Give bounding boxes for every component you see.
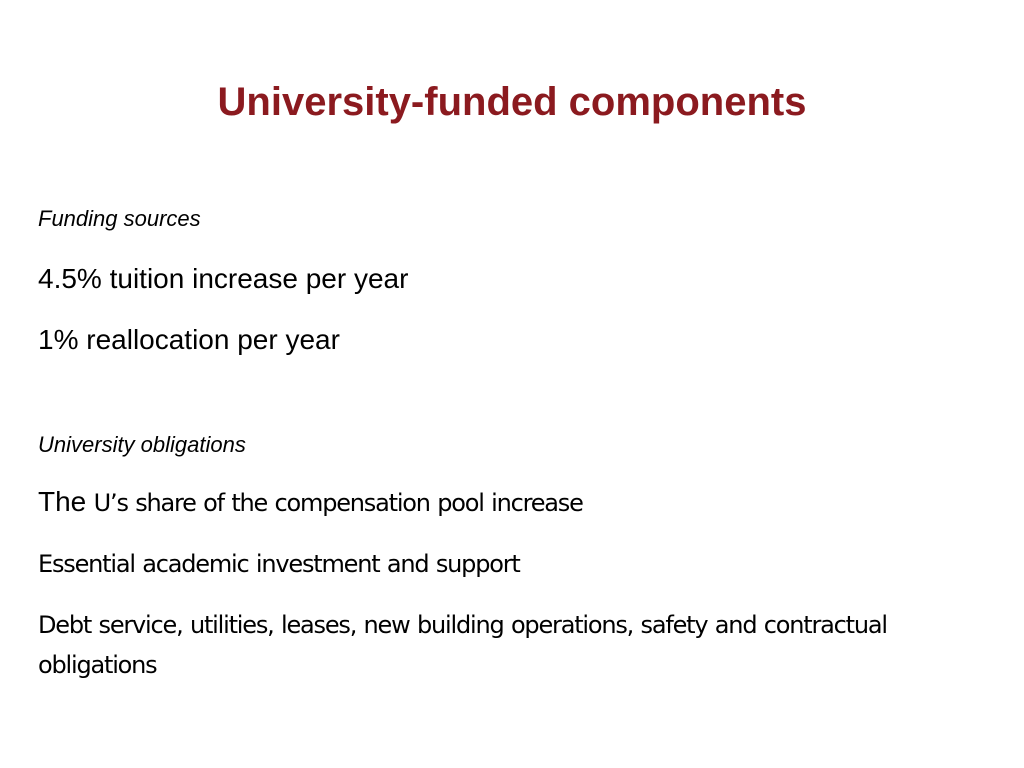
obligation-item-compensation-lead: The	[38, 486, 87, 517]
funding-sources-heading: Funding sources	[38, 206, 201, 231]
obligation-item-academic-investment: Essential academic investment and support	[38, 550, 520, 578]
university-obligations-heading: University obligations	[38, 432, 246, 457]
obligation-item-debt-service: Debt service, utilities, leases, new building operations, safety and contractual obligations	[38, 611, 887, 679]
obligation-item-compensation	[38, 485, 583, 520]
obligation-item-compensation-text: U’s share of the compensation pool increase	[86, 489, 583, 517]
funding-item-reallocation: 1% reallocation per year	[38, 324, 340, 355]
slide-title: University-funded components	[217, 80, 807, 124]
funding-item-tuition: 4.5% tuition increase per year	[38, 263, 409, 294]
